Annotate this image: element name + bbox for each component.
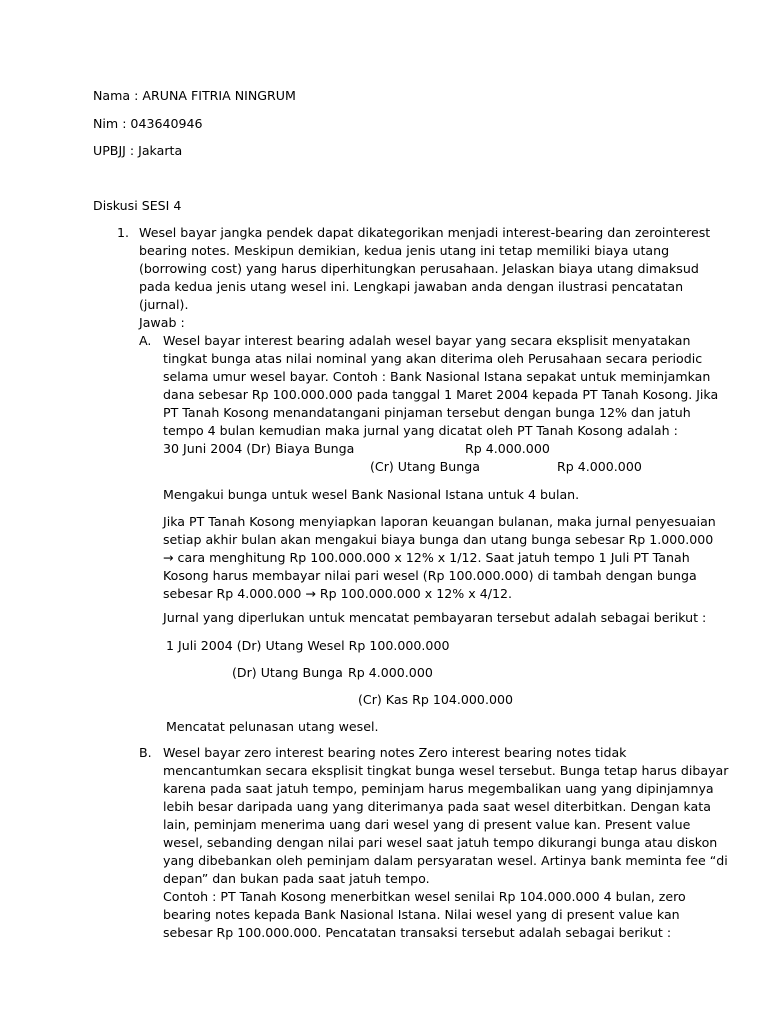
- journal2-credit-line: (Cr) Kas Rp 104.000.000: [358, 692, 513, 707]
- journal2-line1: 1 Juli 2004 (Dr) Utang Wesel Rp 100.000.000: [166, 638, 450, 653]
- text-line: depan” dan bukan pada saat jatuh tempo.: [163, 871, 430, 886]
- answer-label: Jawab :: [139, 315, 185, 330]
- journal1-date-debit: 30 Juni 2004 (Dr) Biaya Bunga: [163, 441, 355, 456]
- text-line: mencantumkan secara eksplisit tingkat bunga wesel tersebut. Bunga tetap harus dibayar: [163, 763, 729, 778]
- part-a-paragraph: [163, 332, 719, 440]
- text-line: tingkat bunga atas nilai nominal yang akan diterima oleh Perusahaan secara periodic: [163, 351, 703, 366]
- text-line: lebih besar daripada uang yang diterimanya pada saat wesel diterbitkan. Dengan kata: [163, 799, 711, 814]
- journal2-debit-amount: Rp 4.000.000: [348, 665, 433, 680]
- question-number: 1.: [117, 225, 130, 240]
- text-line: karena pada saat jatuh tempo, peminjam harus megembalikan uang yang dipinjamnya: [163, 781, 714, 796]
- text-line: Contoh : PT Tanah Kosong menerbitkan wesel senilai Rp 104.000.000 4 bulan, zero: [163, 889, 686, 904]
- journal1-credit-account: (Cr) Utang Bunga: [370, 459, 480, 474]
- student-nim: Nim : 043640946: [93, 116, 203, 131]
- question-line: (jurnal).: [139, 297, 189, 312]
- part-a-letter: A.: [139, 333, 152, 348]
- text-line: → cara menghitung Rp 100.000.000 x 12% x 1/12. Saat jatuh tempo 1 Juli PT Tanah: [163, 550, 690, 565]
- question-text: [139, 224, 711, 332]
- journal2-debit-account: (Dr) Utang Bunga: [232, 665, 343, 680]
- journal2-note: Mencatat pelunasan utang wesel.: [166, 719, 379, 734]
- text-line: Jika PT Tanah Kosong menyiapkan laporan keuangan bulanan, maka jurnal penyesuaian: [163, 514, 716, 529]
- text-line: PT Tanah Kosong menandatangani pinjaman tersebut dengan bunga 12% dan jatuh: [163, 405, 691, 420]
- text-line: Kosong harus membayar nilai pari wesel (Rp 100.000.000) di tambah dengan bunga: [163, 568, 697, 583]
- text-line: Wesel bayar interest bearing adalah wesel bayar yang secara eksplisit menyatakan: [163, 333, 691, 348]
- text-line: bearing notes kepada Bank Nasional Istana. Nilai wesel yang di present value kan: [163, 907, 680, 922]
- part-b-letter: B.: [139, 745, 152, 760]
- text-line: Wesel bayar zero interest bearing notes Zero interest bearing notes tidak: [163, 745, 627, 760]
- question-line: pada kedua jenis utang wesel ini. Lengkapi jawaban anda dengan ilustrasi pencatatan: [139, 279, 684, 294]
- text-line: sebesar Rp 100.000.000. Pencatatan transaksi tersebut adalah sebagai berikut :: [163, 925, 672, 940]
- text-line: selama umur wesel bayar. Contoh : Bank Nasional Istana sepakat untuk meminjamkan: [163, 369, 711, 384]
- section-title: Diskusi SESI 4: [93, 198, 182, 213]
- question-line: bearing notes. Meskipun demikian, kedua jenis utang ini tetap memiliki biaya utang: [139, 243, 670, 258]
- student-upbjj: UPBJJ : Jakarta: [93, 143, 183, 158]
- part-a-paragraph-3: Jurnal yang diperlukan untuk mencatat pembayaran tersebut adalah sebagai berikut :: [163, 610, 707, 625]
- question-line: (borrowing cost) yang harus diperhitungkan perusahaan. Jelaskan biaya utang dimaksud: [139, 261, 699, 276]
- student-name: Nama : ARUNA FITRIA NINGRUM: [93, 88, 296, 103]
- journal1-credit-amount: Rp 4.000.000: [557, 459, 642, 474]
- text-line: tempo 4 bulan kemudian maka jurnal yang dicatat oleh PT Tanah Kosong adalah :: [163, 423, 678, 438]
- question-line: Wesel bayar jangka pendek dapat dikategorikan menjadi interest-bearing dan zerointerest: [139, 225, 711, 240]
- text-line: wesel, sebanding dengan nilai pari wesel saat jatuh tempo dikurangi bunga atau diskon: [163, 835, 718, 850]
- journal1-note: Mengakui bunga untuk wesel Bank Nasional Istana untuk 4 bulan.: [163, 487, 580, 502]
- text-line: lain, peminjam menerima uang dari wesel yang di present value kan. Present value: [163, 817, 691, 832]
- journal1-debit-amount: Rp 4.000.000: [465, 441, 550, 456]
- part-b-paragraph: [163, 744, 729, 942]
- part-a-paragraph-2: [163, 513, 716, 603]
- text-line: yang dibebankan oleh peminjam dalam persyaratan wesel. Artinya bank meminta fee “di: [163, 853, 728, 868]
- text-line: setiap akhir bulan akan mengakui biaya bunga dan utang bunga sebesar Rp 1.000.000: [163, 532, 714, 547]
- text-line: dana sebesar Rp 100.000.000 pada tanggal 1 Maret 2004 kepada PT Tanah Kosong. Jika: [163, 387, 719, 402]
- text-line: sebesar Rp 4.000.000 → Rp 100.000.000 x 12% x 4/12.: [163, 586, 512, 601]
